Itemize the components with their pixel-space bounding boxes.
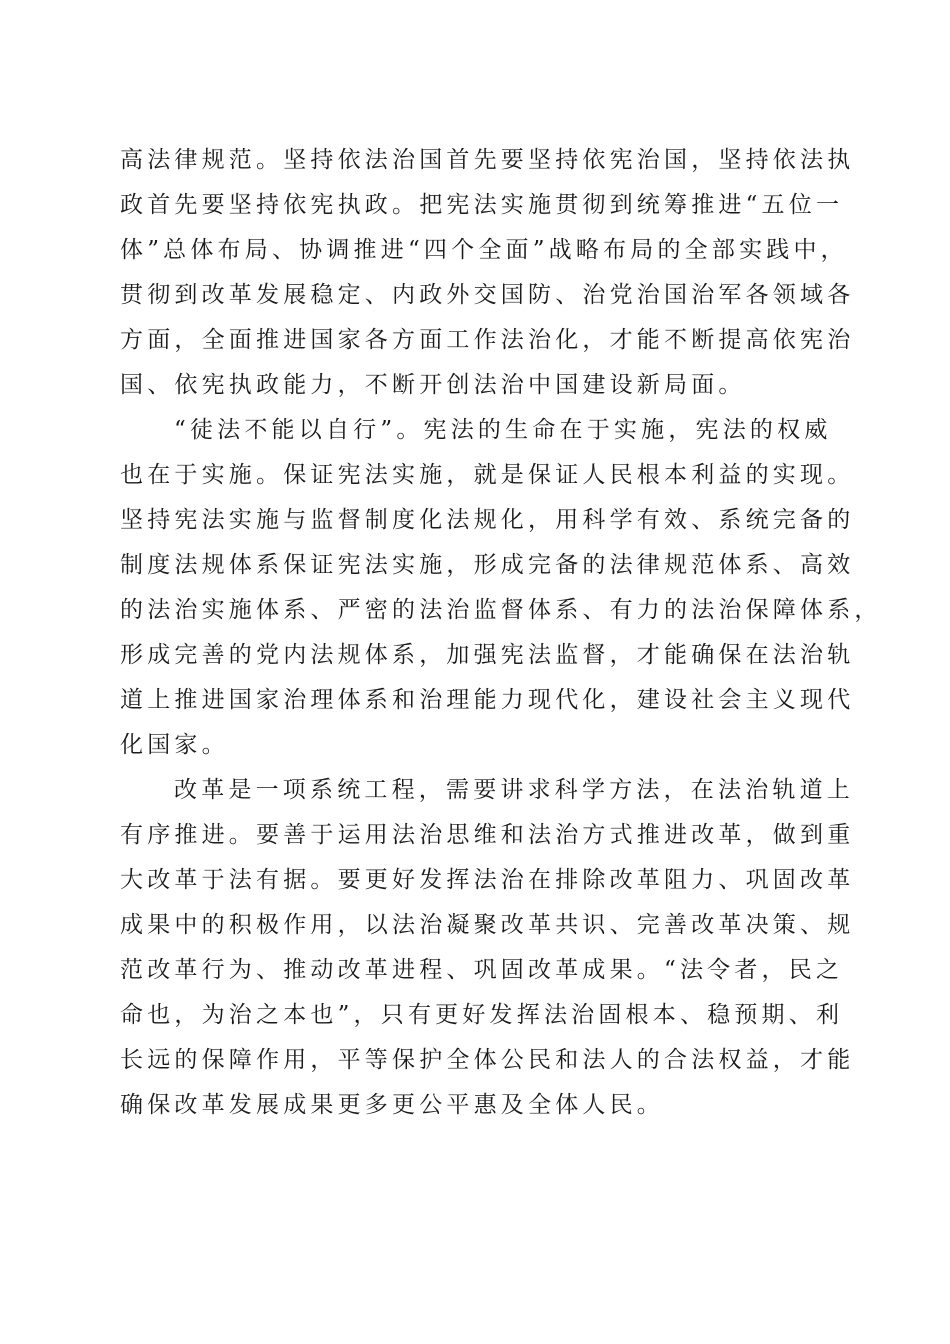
text-line: 也在于实施。保证宪法实施，就是保证人民根本利益的实现。 [120,462,855,488]
text-line: 命也，为治之本也”，只有更好发挥法治固根本、稳预期、利 [120,1002,844,1028]
text-line: 长远的保障作用，平等保护全体公民和法人的合法权益，才能 [120,1047,855,1073]
text-line: 坚持宪法实施与监督制度化法规化，用科学有效、系统完备的 [120,507,855,533]
text-line: 制度法规体系保证宪法实施，形成完备的法律规范体系、高效 [120,552,855,578]
text-line: 大改革于法有据。要更好发挥法治在排除改革阻力、巩固改革 [120,867,855,893]
document-body [120,138,882,1128]
text-line: 范改革行为、推动改革进程、巩固改革成果。“法令者，民之 [120,957,844,983]
paragraph-3 [120,768,855,1128]
text-line: 改革是一项系统工程，需要讲求科学方法，在法治轨道上 [174,777,854,803]
text-line: 的法治实施体系、严密的法治监督体系、有力的法治保障体系， [120,597,882,623]
text-line: 成果中的积极作用，以法治凝聚改革共识、完善改革决策、规 [120,912,855,938]
text-line: 方面，全面推进国家各方面工作法治化，才能不断提高依宪治 [120,327,855,353]
text-line: 贯彻到改革发展稳定、内政外交国防、治党治国治军各领域各 [120,282,855,308]
text-line: 体”总体布局、协调推进“四个全面”战略布局的全部实践中， [120,237,848,263]
text-line: “徒法不能以自行”。宪法的生命在于实施，宪法的权威 [174,417,832,443]
text-line: 国、依宪执政能力，不断开创法治中国建设新局面。 [120,372,746,398]
paragraph-1 [120,138,855,408]
text-line: 政首先要坚持依宪执政。把宪法实施贯彻到统筹推进“五位一 [120,192,844,218]
text-line: 高法律规范。坚持依法治国首先要坚持依宪治国，坚持依法执 [120,147,855,173]
text-line: 形成完善的党内法规体系，加强宪法监督，才能确保在法治轨 [120,642,855,668]
text-line: 道上推进国家治理体系和治理能力现代化，建设社会主义现代 [120,687,855,713]
text-line: 确保改革发展成果更多更公平惠及全体人民。 [120,1092,664,1118]
paragraph-2 [120,408,882,768]
text-line: 有序推进。要善于运用法治思维和法治方式推进改革，做到重 [120,822,855,848]
text-line: 化国家。 [120,732,229,758]
